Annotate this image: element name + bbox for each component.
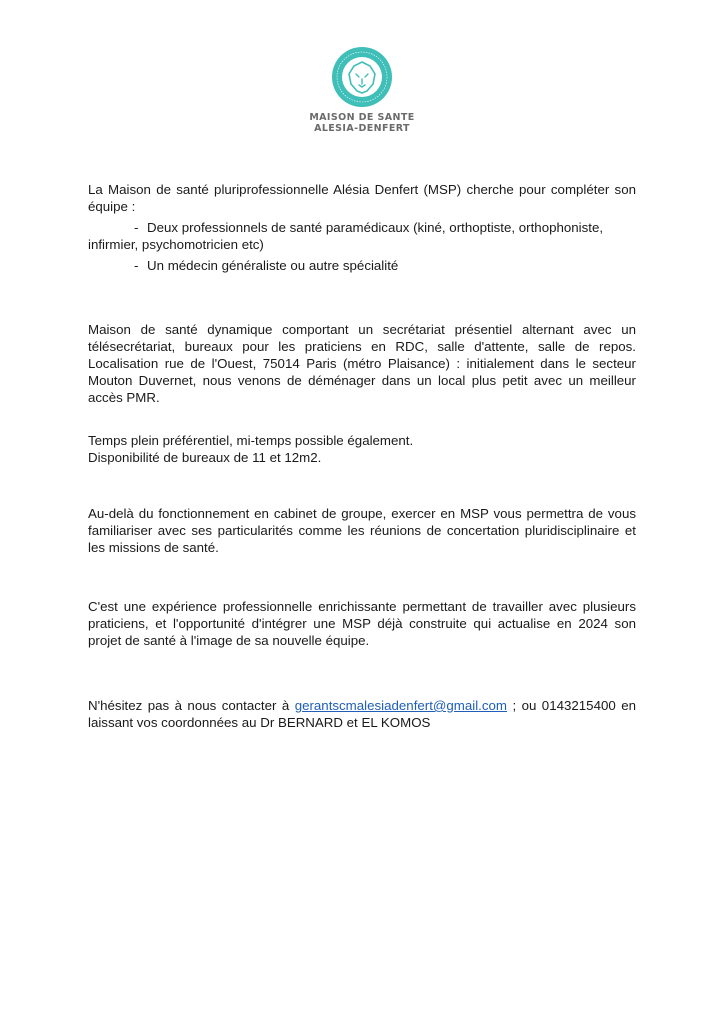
email-link[interactable]: gerantscmalesiadenfert@gmail.com: [294, 698, 507, 713]
paragraph-line: Temps plein préférentiel, mi-temps possible également.: [88, 433, 414, 448]
org-name: [262, 112, 462, 134]
contact-text: [88, 697, 636, 731]
msp-logo: [312, 46, 412, 108]
list-item-text: Un médecin généraliste ou autre spécialité: [147, 258, 399, 273]
paragraph-msp: [88, 505, 636, 556]
contact-prefix: N'hésitez pas à nous contacter à: [88, 698, 295, 713]
contact-suffix: ; ou 0143215400 en laissant vos coordonnées au Dr BERNARD et EL KOMOS: [88, 698, 636, 730]
list-item: [88, 219, 636, 253]
list-dash: -: [134, 258, 139, 273]
org-name-line2: ALESIA-DENFERT: [314, 123, 410, 134]
paragraph-experience: [88, 598, 636, 649]
paragraph-text: Au-delà du fonctionnement en cabinet de groupe, exercer en MSP vous permettra de vous familiariser avec ses particularités comme les réunions de concertation pluridisciplinaire et les missions de santé.: [88, 506, 636, 555]
lion-emblem-icon: [331, 46, 393, 108]
paragraph-text: C'est une expérience professionnelle enrichissante permettant de travailler avec plusieurs praticiens, et l'opportunité d'intégrer une MSP déjà construite qui actualise en 2024 son projet de santé à l'image de sa nouvelle équipe.: [88, 599, 636, 648]
list-item-text-cont: infirmier, psychomotricien etc): [88, 237, 264, 252]
paragraph-description: [88, 321, 636, 406]
intro-section: [88, 181, 636, 274]
paragraph-contact: [88, 697, 636, 731]
position-list: [88, 219, 636, 274]
org-name-line1: MAISON DE SANTE: [309, 112, 415, 123]
paragraph-line: Disponibilité de bureaux de 11 et 12m2.: [88, 450, 322, 465]
paragraph-availability: [88, 432, 636, 466]
list-item: [88, 257, 636, 274]
intro-text: La Maison de santé pluriprofessionnelle Alésia Denfert (MSP) cherche pour compléter son équipe :: [88, 182, 636, 214]
paragraph-text: Maison de santé dynamique comportant un secrétariat présentiel alternant avec un télésecrétariat, bureaux pour les praticiens en RDC, salle d'attente, salle de repos. Localisation rue de l'Ouest, 75014 Paris (métro Plaisance) : initialement dans le secteur Mouton Duvernet, nous venons de déménager dans un local plus petit avec un meilleur accès PMR.: [88, 322, 636, 405]
list-item-text: Deux professionnels de santé paramédicaux (kiné, orthoptiste, orthophoniste,: [147, 220, 604, 235]
list-dash: -: [134, 220, 139, 235]
